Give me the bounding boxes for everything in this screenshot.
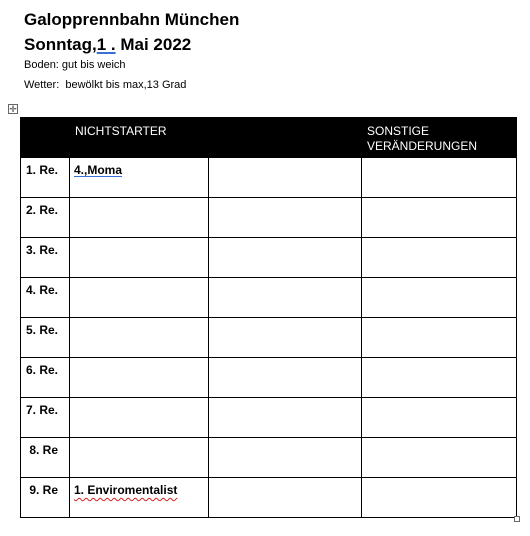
race-number-cell[interactable]: 6. Re. [21,358,70,398]
extra-cell[interactable] [209,478,362,518]
nichtstarter-cell[interactable] [70,278,209,318]
move-handle-icon[interactable]: ✛ [9,104,17,114]
weather-info: Wetter: bewölkt bis max,13 Grad [24,79,187,91]
extra-cell[interactable] [209,238,362,278]
page-subtitle-date [24,35,191,55]
race-number-cell[interactable]: 9. Re [21,478,70,518]
nichtstarter-cell[interactable] [70,438,209,478]
header-sonstige: SONSTIGE VERÄNDERUNGEN [362,118,517,158]
nichtstarter-cell[interactable] [70,158,209,198]
race-number-cell[interactable]: 7. Re. [21,398,70,438]
date-prefix: Sonntag, [24,35,97,54]
race-number-cell[interactable]: 8. Re [21,438,70,478]
table-header-row [21,118,517,158]
race-number-cell[interactable]: 3. Re. [21,238,70,278]
extra-cell[interactable] [209,358,362,398]
extra-cell[interactable] [209,438,362,478]
nichtstarter-text: 4.,Moma [74,163,123,177]
table-row [21,158,517,198]
nichtstarter-cell[interactable] [70,478,209,518]
sonstige-cell[interactable] [362,438,517,478]
sonstige-cell[interactable] [362,198,517,238]
extra-cell[interactable] [209,198,362,238]
header-extra [209,118,362,158]
page-title: Galopprennbahn München [24,10,240,29]
race-number-cell[interactable]: 2. Re. [21,198,70,238]
date-day: 1 . [96,35,116,54]
table-row [21,278,517,318]
nichtstarter-cell[interactable] [70,358,209,398]
table-row [21,438,517,478]
resize-handle-icon[interactable] [514,516,520,522]
race-number-cell[interactable]: 1. Re. [21,158,70,198]
extra-cell[interactable] [209,398,362,438]
nichtstarter-cell[interactable] [70,198,209,238]
extra-cell[interactable] [209,318,362,358]
sonstige-cell[interactable] [362,398,517,438]
sonstige-cell[interactable] [362,158,517,198]
nichtstarter-cell[interactable] [70,238,209,278]
table-row [21,398,517,438]
extra-cell[interactable] [209,158,362,198]
nichtstarter-cell[interactable] [70,398,209,438]
table-row [21,358,517,398]
sonstige-cell[interactable] [362,278,517,318]
date-suffix: Mai 2022 [115,35,192,54]
sonstige-cell[interactable] [362,238,517,278]
header-race [21,118,70,158]
sonstige-cell[interactable] [362,478,517,518]
ground-condition: Boden: gut bis weich [24,59,126,71]
table-row [21,238,517,278]
table-row [21,318,517,358]
race-number-cell[interactable]: 4. Re. [21,278,70,318]
header-nichtstarter: NICHTSTARTER [70,118,209,158]
extra-cell[interactable] [209,278,362,318]
table-row [21,198,517,238]
sonstige-cell[interactable] [362,318,517,358]
sonstige-cell[interactable] [362,358,517,398]
race-number-cell[interactable]: 5. Re. [21,318,70,358]
nichtstarter-text: 1. Enviromentalist [74,483,178,497]
nichtstarter-cell[interactable] [70,318,209,358]
nonstarter-table [20,117,517,518]
table-row [21,478,517,518]
